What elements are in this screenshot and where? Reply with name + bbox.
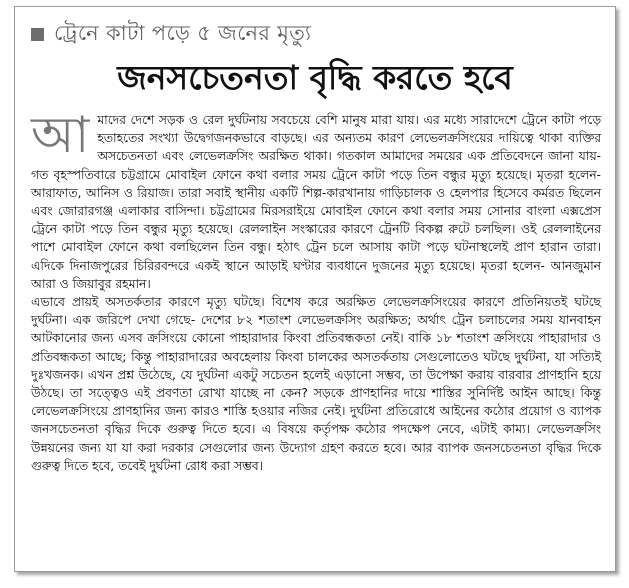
paragraph-1-text: মাদের দেশে সড়ক ও রেল দুর্ঘটনায় সবচেয়ে বেশি মানুষ মারা যায়। এর মধ্যে সারাদেশে ট্রেনে কাটা পড়ে হতাহতের সংখ্যা উদ্বেগজনকভাবে বাড়ছে। এর অন্যতম কারণ লেভেলক্রসিংয়ের দায়িত্বে থাকা ব্যক্তির অসচেতনতা এবং লেভেলক্রসিং অরক্ষিত থাকা। গতকাল আমাদের সময়ের এক প্রতিবেদনে জানা যায়- গত বৃহস্পতিবারে চট্টগ্রামে মোবাইল ফোনে কথা বলার সময় ট্রেনে কাটা পড়ে তিন বন্ধুর মৃত্যু হয়েছে। মৃতরা হলেন- আরাফাত, আনিস ও রিয়াজ। তারা সবাই স্থানীয় একটি শিল্প-কারখানায় গাড়িচালক ও হেলপার হিসেবে কর্মরত ছিলেন এবং জোরারগঞ্জ এলাকার বাসিন্দা। চট্টগ্রামের মিরসরাইয়ে মোবাইল ফোনে কথা বলার সময় সোনার বাংলা এক্সপ্রেস ট্রেনে কাটা পড়ে তিন বন্ধুর মৃত্যু হয়েছে। রেললাইন সংস্কারের কারণে ট্রেনটি বিকল্প রুটে চলছিল। ওই রেললাইনের পাশে মোবাইল ফোনে কথা বলছিলেন তিন বন্ধু। হঠাৎ ট্রেন চলে আসায় কাটা পড়ে ঘটনাস্থলেই প্রাণ হারান তারা। এদিকে দিনাজপুরের চিরিরবন্দরে একই স্থানে আড়াই ঘণ্টার ব্যবধানে দুজনের মৃত্যু হয়েছে। মৃতরা হলেন- আনজুমান আরা ও জিয়াবুর রহমান। [31,113,601,291]
newspaper-clipping [14,6,616,572]
drop-cap: আ [31,106,90,164]
article-body [31,106,601,475]
paragraph-2: এভাবে প্রায়ই অসতর্কতার কারণে মৃত্যু ঘটছে। বিশেষ করে অরক্ষিত লেভেলক্রসিংয়ের কারণে প্রতিনিয়তই ঘটছে দুর্ঘটনা। এক জরিপে দেখা গেছে- দেশের ৮২ শতাংশ লেভেলক্রসিং অরক্ষিত; অর্থাৎ ট্রেন চলাচলের সময় যানবাহন আটকানোর জন্য এসব ক্রসিংয়ে কোনো পাহারাদার কিংবা প্রতিবন্ধকতা নেই। বাকি ১৮ শতাংশ ক্রসিংয়ে পাহারাদার ও প্রতিবন্ধকতা আছে; কিন্তু পাহারাদারের অবহেলায় কিংবা চালকের অসতর্কতায় সেগুলোতেও ঘটছে দুর্ঘটনা, যা সত্যিই দুঃখজনক। এখন প্রশ্ন উঠেছে, যে দুর্ঘটনা একটু সচেতন হলেই এড়ানো সম্ভব, তা উপেক্ষা করায় বারবার প্রাণহানি হয়ে উঠছে। তা সত্ত্বেও এই প্রবণতা রোখা যাচ্ছে না কেন? সড়কে প্রাণহানির দায়ে শাস্তির সুনির্দিষ্ট আইন আছে। কিন্তু লেভেলক্রসিংয়ে প্রাণহানির জন্য কারও শাস্তি হওয়ার নজির নেই। দুর্ঘটনা প্রতিরোধে আইনের কঠোর প্রয়োগ ও ব্যাপক জনসচেতনতা বৃদ্ধির দিকে গুরুত্ব দিতে হবে। এ বিষয়ে কর্তৃপক্ষ কঠোর পদক্ষেপ নেবে, এটাই কাম্য। লেভেলক্রসিং উন্নয়নের জন্য যা যা করা দরকার সেগুলোর জন্য উদ্যোগ গ্রহণ করতে হবে। আর ব্যাপক জনসচেতনতা বৃদ্ধির দিকে গুরুত্ব দিতে হবে, তবেই দুর্ঘটনা রোধ করা সম্ভব। [31,295,601,473]
kicker-text: ট্রেনে কাটা পড়ে ৫ জনের মৃত্যু [54,21,312,45]
headline: জনসচেতনতা বৃদ্ধি করতে হবে [117,58,513,97]
paragraph-1 [31,106,601,293]
kicker [31,17,311,52]
square-bullet-icon [31,28,44,41]
